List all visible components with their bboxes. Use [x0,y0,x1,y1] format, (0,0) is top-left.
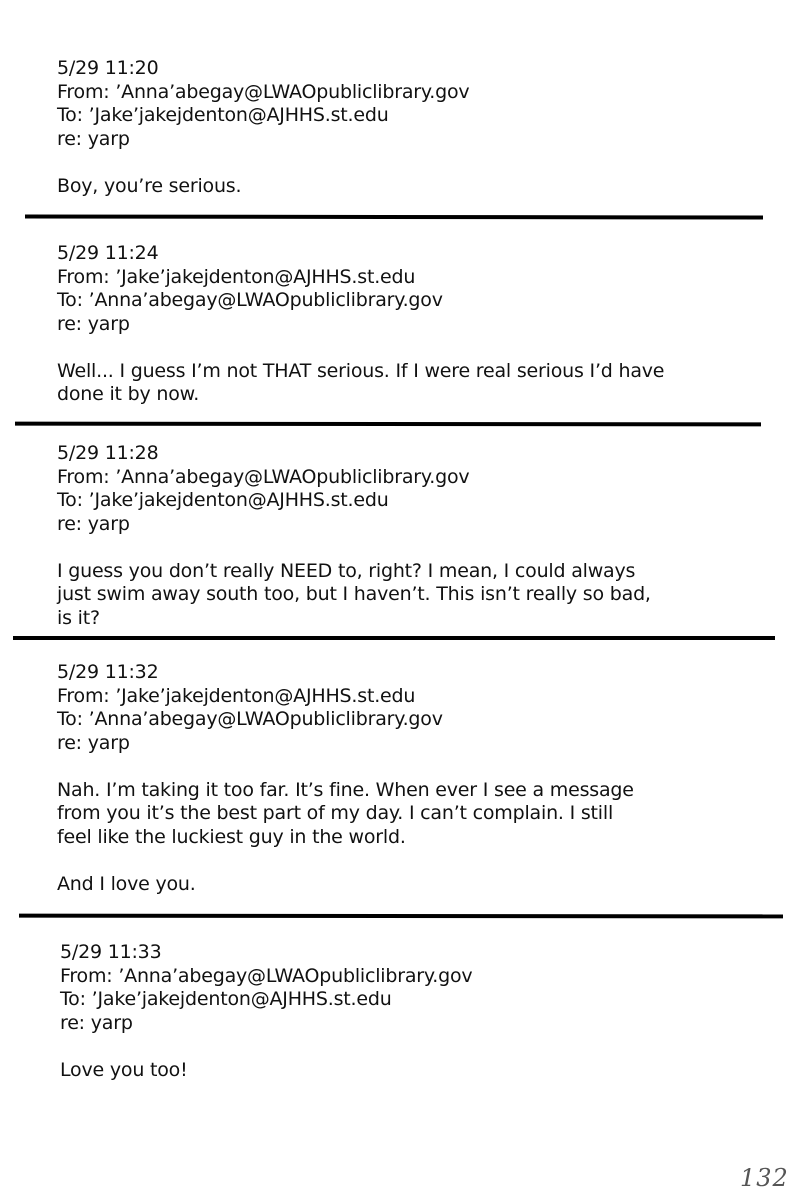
email-subject: re: yarp [57,312,130,335]
email-message [57,442,651,630]
email-body-line: I guess you don’t really NEED to, right? I mean, I could always [57,559,636,582]
email-body [57,360,664,407]
email-to: To: ’Jake’jakejdenton@AJHHS.st.edu [57,104,389,126]
email-to: To: ’Anna’abegay@LWAOpubliclibrary.gov [57,708,443,730]
email-message [57,242,664,407]
email-to: To: ’Jake’jakejdenton@AJHHS.st.edu [57,489,389,511]
email-subject: re: yarp [57,731,130,754]
email-timestamp: 5/29 11:28 [57,442,159,464]
email-from: From: ’Anna’abegay@LWAOpubliclibrary.gov [60,964,473,987]
email-body-line: Boy, you’re serious. [57,174,242,197]
divider [15,422,761,427]
divider [13,636,775,640]
email-message [57,661,634,896]
email-to: To: ’Jake’jakejdenton@AJHHS.st.edu [60,988,392,1010]
divider [19,914,783,919]
email-body-line: Well... I guess I’m not THAT serious. If I were real serious I’d have [57,359,665,382]
email-body-line: from you it’s the best part of my day. I can’t complain. I still [57,802,614,824]
email-from: From: ’Anna’abegay@LWAOpubliclibrary.gov [57,80,470,103]
email-timestamp: 5/29 11:24 [57,242,159,264]
email-subject: re: yarp [60,1011,133,1034]
email-body-line [57,849,634,873]
email-to: To: ’Anna’abegay@LWAOpubliclibrary.gov [57,289,443,311]
email-body-line: is it? [57,606,100,629]
email-message [57,57,469,198]
email-from: From: ’Jake’jakejdenton@AJHHS.st.edu [57,265,416,288]
email-body [57,175,469,199]
email-body [57,560,651,631]
email-body-line: Nah. I’m taking it too far. It’s fine. When ever I see a message [57,778,634,801]
email-body-line: just swim away south too, but I haven’t. This isn’t really so bad, [57,583,651,605]
email-body-line: And I love you. [57,872,196,895]
email-body [57,779,634,897]
email-timestamp: 5/29 11:32 [57,661,159,683]
email-message [60,941,472,1082]
page-number: 132 [740,1164,789,1192]
divider [25,214,763,219]
email-timestamp: 5/29 11:33 [60,941,162,963]
email-body [60,1059,472,1083]
email-body-line: Love you too! [60,1058,188,1081]
email-body-line: done it by now. [57,383,200,405]
email-subject: re: yarp [57,127,130,150]
email-from: From: ’Anna’abegay@LWAOpubliclibrary.gov [57,465,470,488]
email-subject: re: yarp [57,512,130,535]
email-from: From: ’Jake’jakejdenton@AJHHS.st.edu [57,684,416,707]
email-timestamp: 5/29 11:20 [57,57,159,79]
email-body-line: feel like the luckiest guy in the world. [57,825,406,848]
